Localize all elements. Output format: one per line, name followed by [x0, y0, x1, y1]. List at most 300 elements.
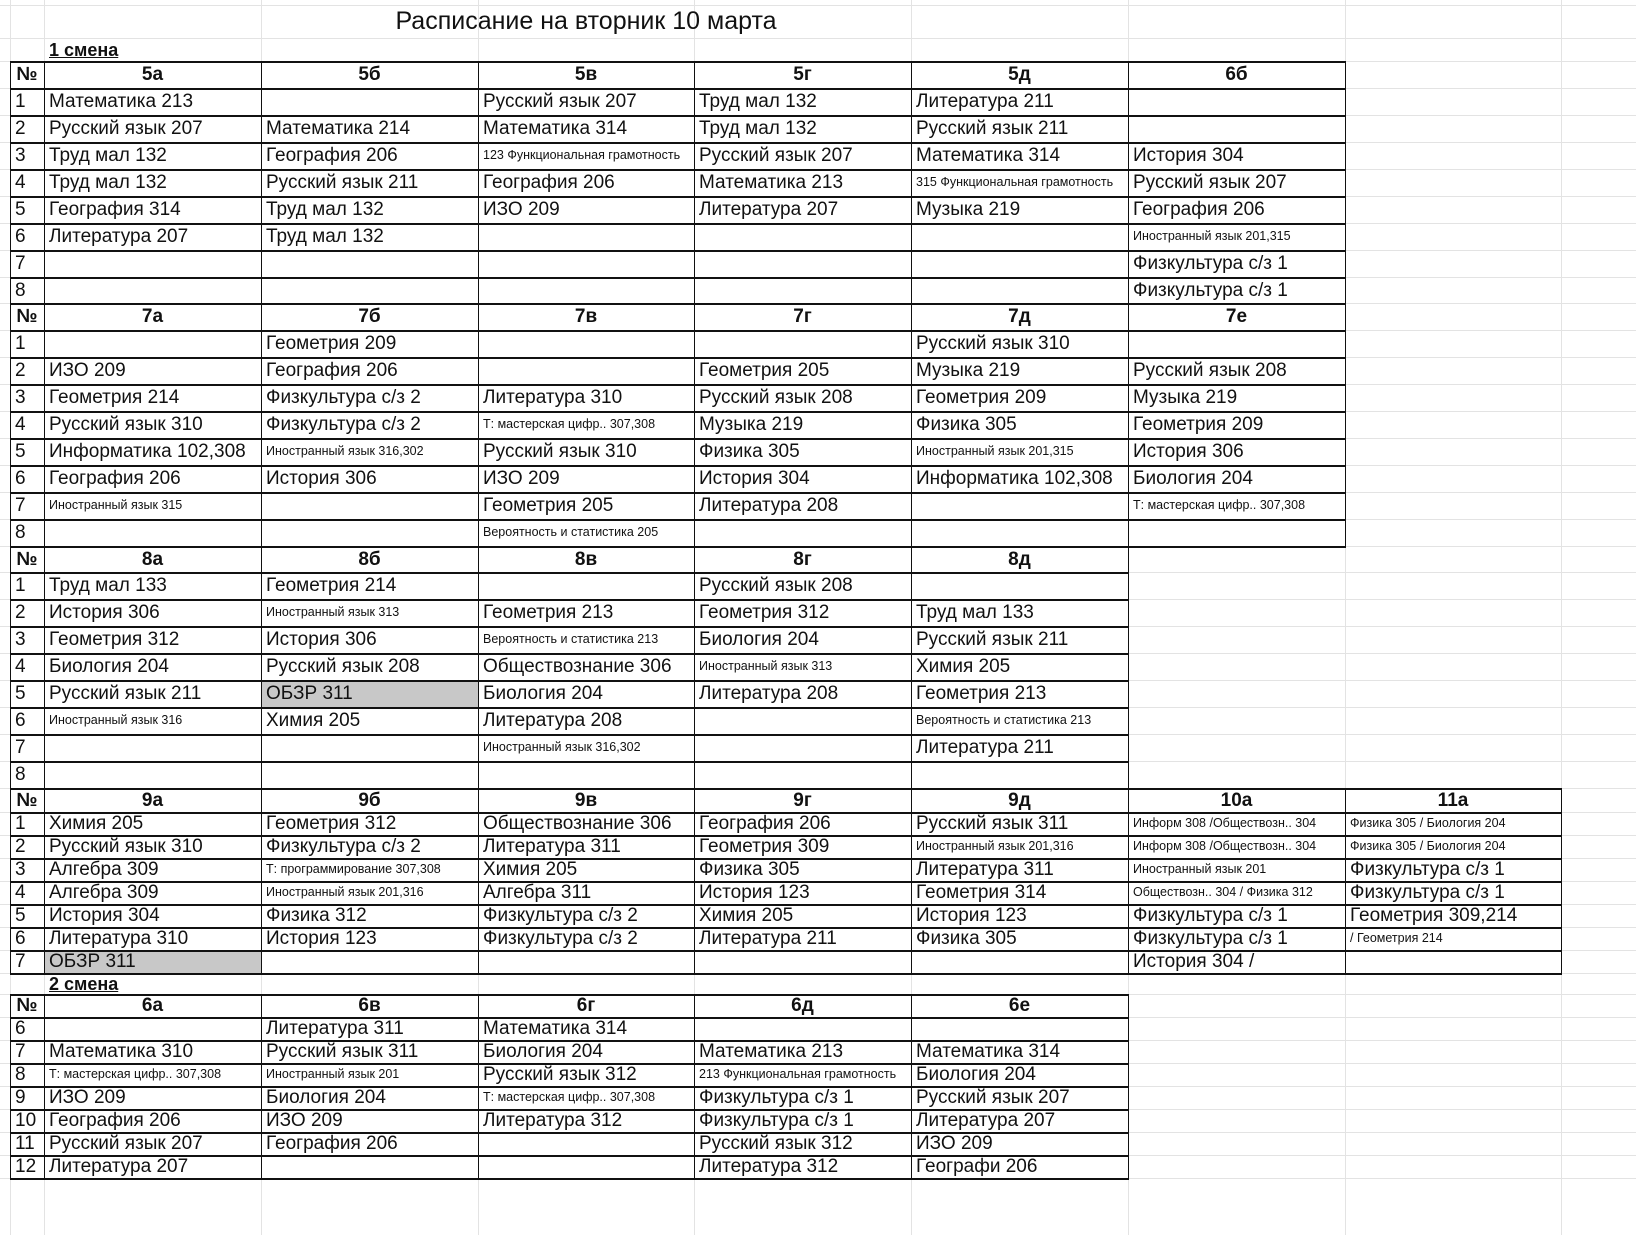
lesson-cell[interactable]: Музыка 219 — [916, 199, 1021, 220]
lesson-cell[interactable]: Русский язык 310 — [916, 333, 1070, 354]
lesson-cell[interactable]: Т: мастерская цифр.. 307,308 — [483, 417, 656, 432]
class-header: 5д — [1008, 64, 1031, 85]
lesson-cell[interactable]: Биология 204 — [266, 1087, 386, 1108]
lesson-cell[interactable]: История 304 / — [1133, 951, 1255, 972]
lesson-number: 7 — [15, 951, 26, 972]
lesson-number: 5 — [15, 199, 26, 220]
lesson-cell[interactable]: Иностранный язык 315 — [49, 498, 183, 513]
class-header: 5в — [574, 64, 598, 85]
gridline-v — [694, 0, 695, 1235]
lesson-cell[interactable] — [266, 734, 475, 761]
lesson-cell[interactable] — [699, 1017, 908, 1040]
gridline-v — [1345, 0, 1346, 1235]
lesson-cell[interactable]: География 206 — [1133, 199, 1265, 220]
lesson-cell[interactable]: Биология 204 — [699, 629, 819, 650]
lesson-cell[interactable]: История 123 — [266, 928, 377, 949]
lesson-cell[interactable]: Литература 310 — [49, 928, 189, 949]
class-header: 6г — [576, 995, 596, 1016]
lesson-cell[interactable]: Литература 207 — [49, 1156, 189, 1177]
lesson-cell[interactable] — [483, 223, 691, 250]
lesson-cell[interactable]: Физика 305 / Биология 204 — [1350, 839, 1506, 854]
lesson-cell[interactable]: Литература 208 — [699, 495, 839, 516]
lesson-cell[interactable]: Вероятность и статистика 213 — [483, 632, 659, 647]
lesson-number: 7 — [15, 1041, 26, 1062]
class-header: 8д — [1008, 548, 1031, 570]
lesson-cell[interactable]: Геометрия 209 — [916, 387, 1047, 408]
lesson-cell[interactable]: Геометрия 213 — [916, 683, 1047, 704]
lesson-cell[interactable]: Физика 305 / Биология 204 — [1350, 816, 1506, 831]
lesson-cell[interactable]: Иностранный язык 316,302 — [483, 740, 641, 755]
lesson-cell[interactable]: Иностранный язык 313 — [266, 605, 400, 620]
lesson-cell[interactable]: Иностранный язык 201,315 — [1133, 229, 1291, 244]
class-header: 8а — [141, 548, 164, 570]
lesson-cell[interactable]: Русский язык 211 — [916, 629, 1069, 650]
lesson-cell[interactable]: Русский язык 208 — [1133, 360, 1287, 381]
lesson-number: 10 — [15, 1110, 37, 1131]
lesson-number: 6 — [15, 1018, 26, 1039]
lesson-number: 7 — [15, 737, 26, 758]
lesson-cell[interactable] — [483, 950, 691, 973]
lesson-cell[interactable]: Математика 314 — [916, 1041, 1061, 1062]
lesson-cell[interactable]: География 206 — [49, 1110, 181, 1131]
lesson-cell[interactable]: Геометрия 205 — [699, 360, 830, 381]
lesson-cell[interactable]: Геометрия 312 — [699, 602, 830, 623]
lesson-number: 12 — [15, 1156, 37, 1177]
gridline-v — [1128, 0, 1129, 1235]
lesson-cell[interactable]: ИЗО 209 — [49, 360, 126, 381]
lesson-cell[interactable]: Физкультура с/з 1 — [1133, 253, 1288, 274]
lesson-cell[interactable]: География 206 — [483, 172, 615, 193]
lesson-cell[interactable]: Математика 213 — [49, 91, 194, 112]
lesson-cell[interactable] — [266, 1155, 475, 1178]
lesson-number: 6 — [15, 928, 26, 949]
lesson-number: 5 — [15, 441, 26, 462]
class-header: 9г — [793, 789, 812, 811]
lesson-cell[interactable]: Иностранный язык 316,302 — [266, 444, 424, 459]
lesson-cell[interactable]: Вероятность и статистика 205 — [483, 525, 659, 540]
lesson-cell[interactable] — [483, 250, 691, 277]
lesson-cell[interactable] — [483, 1155, 691, 1178]
class-header: 7б — [358, 306, 381, 327]
lesson-cell[interactable]: Биология 204 — [49, 656, 169, 677]
lesson-cell[interactable]: Обществознание 306 — [483, 813, 672, 834]
lesson-cell[interactable]: Литература 208 — [483, 710, 623, 731]
lesson-cell[interactable] — [916, 519, 1125, 546]
lesson-cell[interactable]: Иностранный язык 201,316 — [266, 885, 424, 900]
lesson-cell[interactable]: Физкультура с/з 1 — [1133, 928, 1288, 949]
lesson-cell[interactable]: Физика 305 — [916, 414, 1017, 435]
lesson-cell[interactable] — [916, 492, 1125, 519]
lesson-cell[interactable]: ИЗО 209 — [483, 468, 560, 489]
lesson-cell[interactable]: Иностранный язык 201,315 — [916, 444, 1074, 459]
lesson-cell[interactable]: Биология 204 — [916, 1064, 1036, 1085]
lesson-cell[interactable] — [49, 1017, 258, 1040]
lesson-cell[interactable]: 123 Функциональная грамотность — [483, 148, 681, 163]
lesson-cell[interactable]: Литература 311 — [483, 836, 621, 857]
lesson-cell[interactable]: Математика 213 — [699, 172, 844, 193]
lesson-cell[interactable]: Т: программирование 307,308 — [266, 862, 441, 877]
lesson-number: 8 — [15, 1064, 26, 1085]
lesson-cell[interactable]: ИЗО 209 — [266, 1110, 343, 1131]
lesson-cell[interactable]: Русский язык 211 — [49, 683, 202, 704]
lesson-number: 4 — [15, 882, 26, 903]
lesson-cell[interactable] — [916, 277, 1125, 303]
lesson-cell[interactable]: Химия 205 — [699, 905, 794, 926]
gridline-v — [261, 0, 262, 1235]
lesson-cell[interactable]: Литература 312 — [699, 1156, 839, 1177]
lesson-cell[interactable]: Литература 310 — [483, 387, 623, 408]
lesson-cell[interactable] — [699, 761, 908, 788]
lesson-cell[interactable]: Русский язык 208 — [699, 575, 853, 596]
number-header: № — [16, 548, 38, 570]
lesson-cell[interactable]: Музыка 219 — [916, 360, 1021, 381]
lesson-cell[interactable]: История 306 — [266, 629, 377, 650]
lesson-cell[interactable] — [1133, 519, 1342, 546]
lesson-cell[interactable]: Обществозн.. 304 / Физика 312 — [1133, 885, 1313, 900]
class-header: 7е — [1225, 306, 1248, 327]
lesson-number: 3 — [15, 387, 26, 408]
lesson-cell[interactable] — [483, 761, 691, 788]
lesson-number: 6 — [15, 468, 26, 489]
lesson-cell[interactable] — [699, 330, 908, 357]
lesson-cell[interactable]: Литература 211 — [699, 928, 837, 949]
lesson-cell[interactable]: Алгебра 309 — [49, 882, 159, 903]
lesson-cell[interactable] — [266, 761, 475, 788]
lesson-cell[interactable] — [916, 761, 1125, 788]
lesson-cell[interactable]: Математика 314 — [483, 118, 628, 139]
lesson-cell[interactable]: Физика 305 — [699, 441, 800, 462]
lesson-cell[interactable]: История 304 — [49, 905, 160, 926]
lesson-number: 11 — [15, 1133, 35, 1154]
lesson-cell[interactable]: Русский язык 208 — [266, 656, 420, 677]
lesson-cell[interactable]: Труд мал 132 — [699, 91, 817, 112]
lesson-number: 8 — [15, 764, 26, 785]
class-header: 5б — [358, 64, 381, 85]
lesson-cell[interactable]: Русский язык 207 — [699, 145, 853, 166]
lesson-cell[interactable]: Русский язык 312 — [483, 1064, 637, 1085]
lesson-cell[interactable]: Русский язык 208 — [699, 387, 853, 408]
lesson-number: 3 — [15, 629, 26, 650]
lesson-cell[interactable]: Химия 205 — [266, 710, 361, 731]
lesson-cell[interactable]: Геометрия 209 — [1133, 414, 1264, 435]
lesson-cell[interactable]: Труд мал 132 — [699, 118, 817, 139]
lesson-cell[interactable]: Обществознание 306 — [483, 656, 672, 677]
lesson-number: 4 — [15, 414, 26, 435]
lesson-cell[interactable] — [1350, 950, 1558, 973]
lesson-cell[interactable]: История 306 — [1133, 441, 1244, 462]
lesson-number: 6 — [15, 226, 26, 247]
class-header: 8г — [793, 548, 812, 570]
lesson-cell[interactable]: Русский язык 207 — [916, 1087, 1070, 1108]
class-header: 7в — [574, 306, 598, 327]
lesson-cell[interactable]: Музыка 219 — [699, 414, 804, 435]
lesson-cell[interactable] — [266, 519, 475, 546]
gridline-v — [911, 0, 912, 1235]
number-header: № — [16, 995, 38, 1016]
lesson-cell[interactable]: Литература 311 — [916, 859, 1054, 880]
lesson-cell[interactable]: Литература 207 — [916, 1110, 1056, 1131]
lesson-cell[interactable] — [699, 223, 908, 250]
lesson-cell[interactable]: Физкультура с/з 2 — [483, 905, 638, 926]
lesson-cell[interactable]: Физкультура с/з 1 — [1133, 279, 1288, 301]
lesson-cell[interactable]: Физкультура с/з 1 — [699, 1087, 854, 1108]
lesson-cell[interactable] — [916, 250, 1125, 277]
class-header: 6д — [791, 995, 814, 1016]
lesson-cell[interactable]: Математика 213 — [699, 1041, 844, 1062]
lesson-cell[interactable]: Химия 205 — [916, 656, 1011, 677]
lesson-cell[interactable] — [916, 223, 1125, 250]
lesson-cell[interactable]: / Геометрия 214 — [1350, 931, 1443, 946]
lesson-cell[interactable]: Геометрия 312 — [49, 629, 180, 650]
lesson-cell[interactable]: История 306 — [49, 602, 160, 623]
lesson-number: 2 — [15, 602, 26, 623]
lesson-number: 4 — [15, 172, 26, 193]
lesson-cell[interactable] — [266, 950, 475, 973]
lesson-number: 8 — [15, 522, 26, 543]
lesson-number: 5 — [15, 683, 26, 704]
lesson-cell[interactable] — [483, 1132, 691, 1155]
lesson-cell[interactable]: Литература 208 — [699, 683, 839, 704]
lesson-cell[interactable]: 213 Функциональная грамотность — [699, 1067, 897, 1082]
lesson-cell[interactable]: География 206 — [266, 145, 398, 166]
class-header: 10а — [1220, 789, 1253, 811]
lesson-cell[interactable]: Математика 314 — [916, 145, 1061, 166]
lesson-cell[interactable] — [699, 707, 908, 734]
lesson-cell[interactable] — [49, 519, 258, 546]
lesson-number: 9 — [15, 1087, 26, 1108]
lesson-cell[interactable]: Физика 305 — [916, 928, 1017, 949]
lesson-cell[interactable] — [916, 1017, 1125, 1040]
lesson-cell[interactable]: Труд мал 132 — [266, 226, 384, 247]
lesson-cell[interactable] — [699, 519, 908, 546]
lesson-cell[interactable]: Биология 204 — [483, 683, 603, 704]
lesson-cell[interactable] — [1133, 88, 1342, 115]
lesson-cell[interactable] — [49, 277, 258, 303]
lesson-cell[interactable]: Иностранный язык 201,316 — [916, 839, 1074, 854]
lesson-cell[interactable] — [916, 572, 1125, 599]
lesson-cell[interactable]: Физкультура с/з 1 — [1350, 859, 1505, 880]
class-header: 6в — [358, 995, 381, 1016]
lesson-cell[interactable]: Физкультура с/з 2 — [266, 387, 421, 408]
lesson-cell[interactable] — [699, 950, 908, 973]
class-header: 6е — [1008, 995, 1031, 1016]
lesson-cell[interactable]: География 206 — [266, 1133, 398, 1154]
lesson-cell[interactable]: Русский язык 312 — [699, 1133, 853, 1154]
lesson-cell[interactable] — [49, 761, 258, 788]
lesson-cell[interactable]: Иностранный язык 316 — [49, 713, 183, 728]
lesson-cell[interactable]: Информатика 102,308 — [916, 468, 1113, 489]
lesson-cell[interactable]: Литература 211 — [916, 91, 1054, 112]
lesson-cell[interactable]: Литература 211 — [916, 737, 1054, 758]
lesson-cell[interactable]: Физкультура с/з 1 — [1350, 882, 1505, 903]
lesson-cell[interactable] — [49, 734, 258, 761]
lesson-cell[interactable] — [916, 950, 1125, 973]
lesson-cell[interactable]: Математика 214 — [266, 118, 411, 139]
lesson-cell[interactable] — [483, 572, 691, 599]
lesson-cell[interactable]: Русский язык 311 — [916, 813, 1069, 834]
lesson-cell[interactable]: История 123 — [699, 882, 810, 903]
lesson-cell[interactable] — [49, 250, 258, 277]
lesson-cell[interactable]: Физкультура с/з 2 — [483, 928, 638, 949]
lesson-cell[interactable]: Информ 308 /Обществозн.. 304 — [1133, 816, 1317, 831]
lesson-cell[interactable]: Физкультура с/з 2 — [266, 414, 421, 435]
lesson-cell[interactable]: Русский язык 311 — [266, 1041, 419, 1062]
lesson-cell[interactable]: Химия 205 — [49, 813, 144, 834]
lesson-cell[interactable]: Литература 311 — [266, 1018, 404, 1039]
lesson-cell[interactable]: География 206 — [49, 468, 181, 489]
lesson-cell[interactable] — [266, 88, 475, 115]
lesson-cell[interactable]: ОБЗР 311 — [266, 683, 353, 704]
lesson-number: 6 — [15, 710, 26, 731]
lesson-number: 3 — [15, 859, 26, 880]
lesson-cell[interactable] — [483, 330, 691, 357]
lesson-cell[interactable]: Труд мал 133 — [916, 602, 1034, 623]
lesson-cell[interactable] — [483, 357, 691, 384]
lesson-cell[interactable]: ИЗО 209 — [483, 199, 560, 220]
lesson-cell[interactable]: География 314 — [49, 199, 181, 220]
lesson-number: 2 — [15, 118, 26, 139]
lesson-number: 7 — [15, 495, 26, 516]
lesson-cell[interactable]: Русский язык 207 — [49, 118, 203, 139]
class-header: 8б — [358, 548, 381, 570]
class-header: 6б — [1225, 64, 1248, 85]
lesson-cell[interactable]: Алгебра 311 — [483, 882, 592, 903]
lesson-cell[interactable]: География 206 — [266, 360, 398, 381]
gridline-v — [1561, 0, 1562, 1235]
lesson-cell[interactable]: Биология 204 — [483, 1041, 603, 1062]
lesson-cell[interactable]: Труд мал 132 — [49, 145, 167, 166]
lesson-cell[interactable]: Русский язык 310 — [49, 836, 203, 857]
lesson-cell[interactable]: Информ 308 /Обществозн.. 304 — [1133, 839, 1317, 854]
lesson-cell[interactable]: Иностранный язык 201 — [1133, 862, 1267, 877]
gridline-h — [0, 1178, 1636, 1179]
lesson-cell[interactable] — [699, 734, 908, 761]
lesson-cell[interactable]: Русский язык 207 — [49, 1133, 203, 1154]
lesson-cell[interactable]: Музыка 219 — [1133, 387, 1238, 408]
lesson-cell[interactable]: Алгебра 309 — [49, 859, 159, 880]
lesson-cell[interactable]: Информатика 102,308 — [49, 441, 246, 462]
lesson-cell[interactable]: Геометрия 214 — [49, 387, 180, 408]
lesson-cell[interactable]: Геометрия 214 — [266, 575, 397, 596]
lesson-cell[interactable]: Геометрия 309,214 — [1350, 905, 1518, 926]
class-header: 9в — [574, 789, 598, 811]
lesson-cell[interactable]: История 304 — [699, 468, 810, 489]
lesson-cell[interactable]: ИЗО 209 — [916, 1133, 993, 1154]
lesson-cell[interactable]: Труд мал 132 — [49, 172, 167, 193]
class-header: 5а — [141, 64, 164, 85]
lesson-cell[interactable] — [699, 277, 908, 303]
lesson-cell[interactable]: Вероятность и статистика 213 — [916, 713, 1092, 728]
lesson-cell[interactable]: Математика 310 — [49, 1041, 194, 1062]
lesson-cell[interactable]: Т: мастерская цифр.. 307,308 — [483, 1090, 656, 1105]
lesson-cell[interactable]: Геометрия 209 — [266, 333, 397, 354]
lesson-cell[interactable]: Русский язык 207 — [1133, 172, 1287, 193]
lesson-cell[interactable]: Геометрия 205 — [483, 495, 614, 516]
lesson-cell[interactable]: Физкультура с/з 1 — [1133, 905, 1288, 926]
lesson-cell[interactable]: Русский язык 207 — [483, 91, 637, 112]
lesson-cell[interactable]: Литература 207 — [49, 226, 189, 247]
lesson-number: 7 — [15, 253, 26, 274]
lesson-number: 1 — [15, 575, 26, 596]
lesson-cell[interactable]: Русский язык 310 — [49, 414, 203, 435]
lesson-cell[interactable] — [699, 250, 908, 277]
class-header: 9б — [358, 789, 381, 811]
lesson-cell[interactable]: ОБЗР 311 — [49, 951, 136, 972]
class-header: 7г — [793, 306, 812, 327]
lesson-cell[interactable]: Геометрия 309 — [699, 836, 830, 857]
number-header: № — [16, 789, 38, 811]
lesson-cell[interactable] — [483, 277, 691, 303]
lesson-cell[interactable]: Физика 305 — [699, 859, 800, 880]
lesson-cell[interactable]: Литература 207 — [699, 199, 839, 220]
lesson-cell[interactable]: Геометрия 312 — [266, 813, 397, 834]
lesson-cell[interactable]: Труд мал 132 — [266, 199, 384, 220]
page-title: Расписание на вторник 10 марта — [395, 7, 777, 35]
shift-label: 1 смена — [49, 39, 119, 60]
lesson-cell[interactable] — [1133, 115, 1342, 142]
shift-label: 2 смена — [49, 973, 119, 994]
lesson-cell[interactable]: Биология 204 — [1133, 468, 1253, 489]
lesson-cell[interactable]: Физкультура с/з 1 — [699, 1110, 854, 1131]
lesson-cell[interactable]: Геометрия 314 — [916, 882, 1047, 903]
class-header: 7а — [141, 306, 164, 327]
lesson-cell[interactable]: Физика 312 — [266, 905, 367, 926]
lesson-cell[interactable]: Математика 314 — [483, 1018, 628, 1039]
lesson-cell[interactable] — [266, 492, 475, 519]
lesson-number: 1 — [15, 333, 26, 354]
lesson-cell[interactable]: Иностранный язык 201 — [266, 1067, 400, 1082]
lesson-number: 8 — [15, 279, 26, 301]
lesson-cell[interactable]: История 306 — [266, 468, 377, 489]
lesson-cell[interactable]: Физкультура с/з 2 — [266, 836, 421, 857]
lesson-number: 2 — [15, 836, 26, 857]
number-header: № — [16, 64, 38, 85]
lesson-cell[interactable]: Т: мастерская цифр.. 307,308 — [1133, 498, 1306, 513]
lesson-cell[interactable]: ИЗО 209 — [49, 1087, 126, 1108]
lesson-cell[interactable]: Т: мастерская цифр.. 307,308 — [49, 1067, 222, 1082]
lesson-number: 3 — [15, 145, 26, 166]
lesson-cell[interactable] — [266, 277, 475, 303]
lesson-cell[interactable]: География 206 — [699, 813, 831, 834]
lesson-cell[interactable] — [49, 330, 258, 357]
lesson-cell[interactable]: История 304 — [1133, 145, 1244, 166]
lesson-cell[interactable]: Географи 206 — [916, 1156, 1038, 1177]
lesson-cell[interactable]: 315 Функциональная грамотность — [916, 175, 1114, 190]
lesson-number: 4 — [15, 656, 26, 677]
lesson-number: 2 — [15, 360, 26, 381]
lesson-cell[interactable]: История 123 — [916, 905, 1027, 926]
lesson-cell[interactable]: Русский язык 310 — [483, 441, 637, 462]
lesson-cell[interactable]: Химия 205 — [483, 859, 578, 880]
lesson-cell[interactable]: Труд мал 133 — [49, 575, 167, 596]
lesson-cell[interactable]: Геометрия 213 — [483, 602, 614, 623]
gridline-v — [478, 0, 479, 1235]
class-header: 9д — [1008, 789, 1031, 811]
lesson-cell[interactable]: Иностранный язык 313 — [699, 659, 833, 674]
class-header: 7д — [1008, 306, 1031, 327]
lesson-number: 5 — [15, 905, 26, 926]
lesson-cell[interactable] — [1133, 330, 1342, 357]
class-header: 11а — [1437, 789, 1469, 811]
lesson-cell[interactable]: Русский язык 211 — [916, 118, 1069, 139]
lesson-number: 1 — [15, 91, 26, 112]
lesson-cell[interactable]: Литература 312 — [483, 1110, 623, 1131]
lesson-cell[interactable] — [266, 250, 475, 277]
lesson-cell[interactable]: Русский язык 211 — [266, 172, 419, 193]
lesson-number: 1 — [15, 813, 26, 834]
class-header: 6а — [141, 995, 164, 1016]
class-header: 8в — [574, 548, 598, 570]
